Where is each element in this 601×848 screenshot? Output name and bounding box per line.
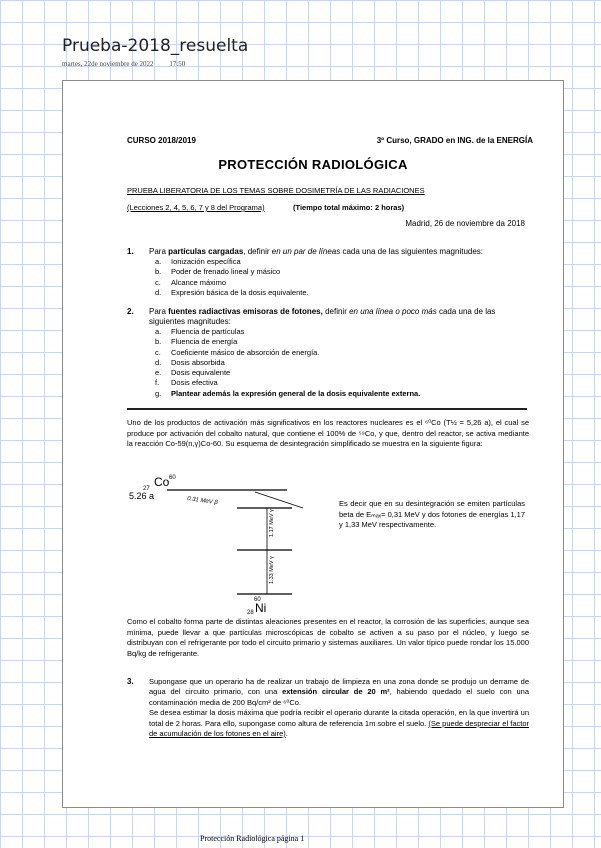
section-divider	[127, 408, 527, 410]
decay-scheme-diagram	[127, 468, 337, 616]
parent-mass-label: 60	[169, 475, 176, 481]
list-item: a. Ionización específica	[155, 257, 241, 266]
parent-z-label: 27	[143, 486, 150, 492]
question-number: 2.	[127, 307, 134, 316]
parent-symbol: Co	[154, 475, 170, 489]
lessons-label: (Lecciones 2, 4, 5, 6, 7 y 8 del Programa)	[127, 203, 265, 212]
question-1-list	[155, 257, 309, 298]
gamma1-label: 1.17 MeV γ	[269, 509, 275, 537]
note-title: Prueba-2018_resuelta	[62, 36, 249, 56]
list-item: g. Plantear además la expresión general de la dosis equivalente externa.	[155, 388, 421, 398]
note-date-text: martes, 22de noviembre de 2022	[62, 60, 154, 68]
daughter-mass-label: 60	[254, 597, 261, 603]
document-page	[62, 80, 564, 808]
page-footer: Protección Radiológica página 1	[200, 834, 305, 843]
list-item: e. Dosis equivalente	[155, 368, 231, 378]
list-item: f. Dosis efectiva	[155, 378, 218, 388]
time-limit: (Tiempo total máximo: 2 horas)	[293, 203, 405, 212]
gamma2-label: 1.33 MeV γ	[269, 556, 275, 584]
list-item: a. Fluencia de partículas	[155, 327, 245, 336]
list-item: c. Coeficiente másico de absorción de energía.	[155, 347, 320, 357]
beta-arrow	[255, 492, 303, 508]
intro-paragraph: Uno de los productos de activación más significativos en los reactores nucleares es el ⁶⁰Co (T½ = 5,26 a), el cual se produce por activación del cobalto natural, que contiene el 100% de ⁵⁹Co, y que, dentro del reactor, se activa mediante la reacción Co-59(n,γ)Co-60. Su esquema de desintegración simplificado se muestra en la siguiente figura:	[127, 418, 529, 449]
question-2-list	[155, 327, 420, 399]
document-title: PROTECCIÓN RADIOLÓGICA	[218, 157, 408, 172]
beta-label: 0.31 MeV β	[186, 496, 219, 507]
half-life-label: 5.26 a	[129, 491, 155, 501]
question-number: 1.	[127, 247, 134, 256]
list-item: b. Fluencia de energía	[155, 337, 238, 347]
question-2	[127, 307, 527, 327]
question-3	[127, 677, 529, 739]
question-text: Supongase que un operario ha de realizar un trabajo de limpieza en una zona donde se produjo un derrame de agua del circuito primario, con una extensión circular de 20 m², habiendo quedado el suelo con una contaminación media de 200 Bq/cm² de ⁶⁰Co. Se desea estimar la dosis máxima que podría recibir el operario durante la citada operación, en la que invertirá un total de 2 horas. Para ello, supongase como altura de referencia 1m sobre el suelo. (Se puede despreciar el factor de acumulación de los fotones en el aire).	[149, 677, 529, 739]
cobalt-paragraph: Como el cobalto forma parte de distintas aleaciones presentes en el reactor, la corrosión de las superficies, aunque sea mínima, puede llevar a que partículas microscópicas de cobalto se activen a su paso por el núcleo, y luego se distribuyan con el refrigerante por todo el circuito primario y sistemas auxiliares. Un valor típico puede rondar los 15.000 Bq/kg de refrigerante.	[127, 617, 529, 658]
question-text: Para partículas cargadas, definir en un par de líneas cada una de las siguientes magnitudes:	[149, 247, 484, 256]
question-1	[127, 247, 527, 257]
list-item: c. Alcance máximo	[155, 277, 227, 287]
degree-label: 3º Curso, GRADO en ING. de la ENERGÍA	[376, 136, 533, 145]
note-date	[62, 60, 185, 68]
note-time: 17:50	[169, 60, 186, 68]
list-item: d. Dosis absorbida	[155, 357, 225, 367]
decay-explanation: Es decir que en su desintegración se emiten partículas beta de Eₘₐₓ= 0,31 MeV y dos fotones de energías 1,17 y 1,33 MeV respectivamente.	[339, 499, 525, 529]
place-date: Madrid, 26 de noviembre da 2018	[405, 219, 525, 228]
list-item: b. Poder de frenado lineal y másico	[155, 267, 281, 277]
exam-subtitle: PRUEBA LIBERATORIA DE LOS TEMAS SOBRE DOSIMETRÍA DE LAS RADIACIONES	[127, 186, 425, 195]
question-text: Para fuentes radiactivas emisoras de fotones, definir en una línea o poco más cada una de las siguientes magnitudes:	[149, 307, 496, 326]
question-number: 3.	[127, 677, 134, 686]
course-label: CURSO 2018/2019	[127, 136, 196, 145]
daughter-symbol: Ni	[255, 601, 267, 615]
daughter-z-label: 28	[247, 610, 254, 616]
list-item: d. Expresión básica de la dosis equivalente.	[155, 287, 309, 297]
